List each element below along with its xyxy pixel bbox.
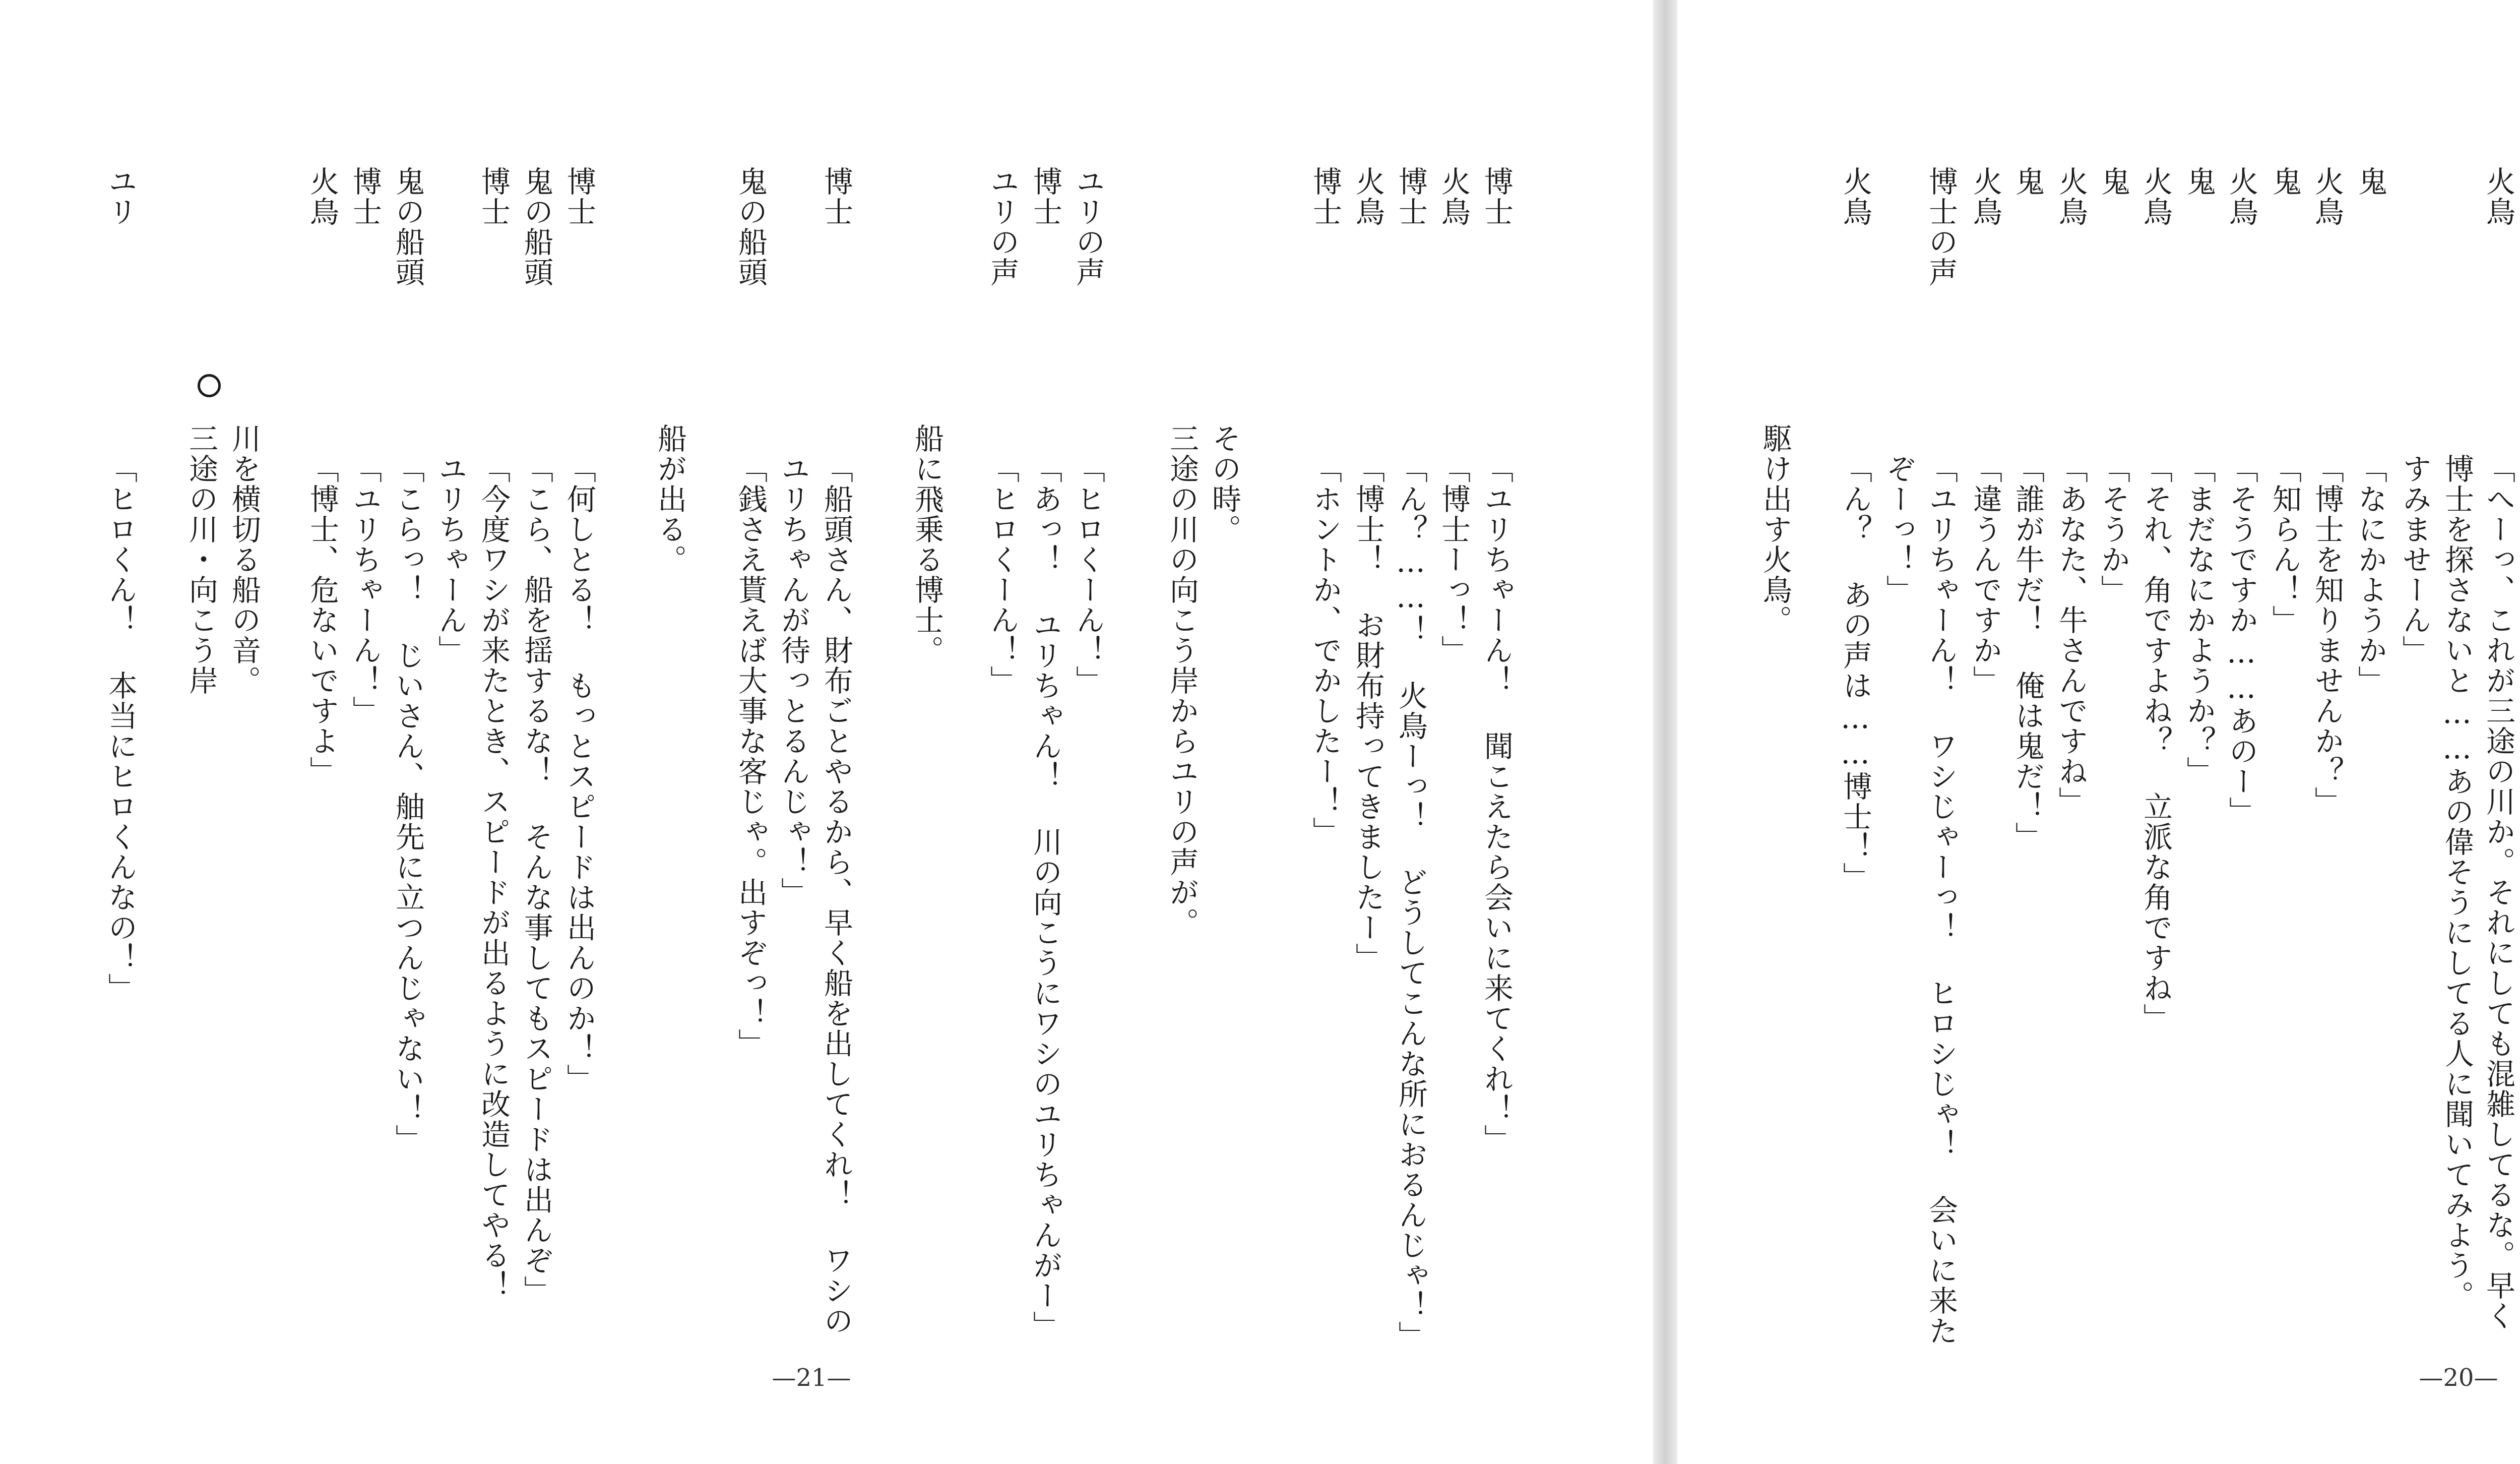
dialogue-line: 「ん？……！ 火鳥ーっ！ どうしてこんな所におるんじゃ！」 — [1394, 454, 1428, 1351]
page-number-20: —20— — [2419, 1364, 2498, 1392]
speaker-name: 博士の声 — [1924, 166, 1958, 287]
dialogue-line: 「ユリちゃーん！ 聞こえたら会いに来てくれ！」 — [1479, 454, 1514, 1154]
dialogue-line: 「なにかようか」 — [2353, 454, 2387, 696]
dialogue-line: 「それ、角ですよね？ 立派な角ですね」 — [2138, 454, 2173, 1033]
speaker-name: 火鳥 — [2224, 166, 2258, 227]
dialogue-line: 「そうか」 — [2096, 454, 2130, 605]
dialogue-line: 「博士！ お財布持ってきましたー」 — [1351, 454, 1385, 973]
book-gutter — [1653, 0, 1677, 1464]
dialogue-line: 「銭さえ貰えば大事な客じゃ。出すぞっ！」 — [733, 454, 768, 1059]
dialogue-line: 「船頭さん、財布ごとやるから、早く船を出してくれ！ ワシの — [819, 454, 853, 1336]
stage-direction: 博士を探さないと……あの偉そうにしてる人に聞いてみよう。 — [2440, 454, 2474, 1311]
dialogue-line: 「ヒロくーん！」 — [985, 454, 1020, 696]
speaker-name: 鬼の船頭 — [519, 166, 553, 287]
speaker-name: 鬼の船頭 — [733, 166, 768, 287]
speaker-name: 博士 — [819, 166, 853, 227]
speaker-name: 博士 — [1308, 166, 1342, 227]
stage-direction: すみませーん」 — [2398, 454, 2432, 665]
stage-direction: 三途の川・向こう岸 — [184, 423, 218, 696]
dialogue-line: 「そうですか……あのー」 — [2224, 454, 2258, 827]
page-20 — [1677, 0, 2520, 1464]
stage-direction: 駆け出す火鳥。 — [1758, 423, 1792, 635]
speaker-name: 鬼 — [2182, 166, 2216, 197]
speaker-name: 火鳥 — [2310, 166, 2344, 227]
dialogue-line: 「あっ！ ユリちゃん！ 川の向こうにワシのユリちゃんがー」 — [1028, 454, 1062, 1341]
speaker-name: 博士 — [1479, 166, 1514, 227]
speaker-name: 博士 — [1394, 166, 1428, 227]
stage-direction: 川を横切る船の音。 — [227, 423, 261, 696]
stage-direction: ユリちゃーん」 — [433, 454, 468, 665]
speaker-name: 火鳥 — [2138, 166, 2173, 227]
dialogue-line: 「ユリちゃーん！ ワシじゃーっ！ ヒロシじゃ！ 会いに来た — [1924, 454, 1958, 1346]
dialogue-line: 「博士を知りませんか？」 — [2310, 454, 2344, 817]
dialogue-line: 「ユリちゃーん！」 — [348, 454, 382, 726]
speaker-name: ユリの声 — [1071, 166, 1105, 287]
stage-direction: ユリちゃんが待っとるんじゃ！」 — [776, 454, 810, 907]
dialogue-line: 「ん？ あの声は……博士！」 — [1838, 454, 1872, 892]
dialogue-line: 「ヒロくん！ 本当にヒロくんなの！」 — [103, 454, 138, 1003]
stage-direction: 船が出る。 — [653, 423, 687, 575]
dialogue-line: 「へーっ、これが三途の川か。それにしても混雑してるな。早く — [2481, 454, 2515, 1331]
dialogue-line: 「何しとる！ もっとスピードは出んのか！」 — [562, 454, 596, 1094]
speaker-name: 火鳥 — [305, 166, 339, 227]
page-number-21: —21— — [772, 1364, 851, 1392]
dialogue-line: 「違うんですか」 — [1968, 454, 2002, 696]
dialogue-line: 「知らん！」 — [2267, 454, 2302, 635]
speaker-name: 博士 — [1028, 166, 1062, 227]
speaker-name: 鬼の船頭 — [391, 166, 425, 287]
speaker-name: 鬼 — [2096, 166, 2130, 197]
stage-direction: 船に飛乗る博士。 — [910, 423, 944, 665]
scene-marker — [198, 374, 221, 397]
stage-direction: ぞーっ！」 — [1881, 454, 1916, 605]
speaker-name: 鬼 — [2010, 166, 2045, 197]
speaker-name: 博士 — [348, 166, 382, 227]
dialogue-line: 「誰が牛だ！ 俺は鬼だ！」 — [2010, 454, 2045, 852]
stage-direction: その時。 — [1207, 423, 1241, 544]
dialogue-line: 「博士、危ないですよ」 — [305, 454, 339, 786]
dialogue-line: 「こら、船を揺するな！ そんな事してもスピードは出んぞ」 — [519, 454, 553, 1306]
stage-direction: 三途の川の向こう岸からユリの声が。 — [1165, 423, 1199, 938]
dialogue-line: 「ヒロくーん！」 — [1071, 454, 1105, 696]
dialogue-line: 「まだなにかようか？」 — [2182, 454, 2216, 786]
speaker-name: 鬼 — [2267, 166, 2302, 197]
dialogue-line: 「ホントか、でかしたー！」 — [1308, 454, 1342, 847]
dialogue-line: 「博士ーっ！」 — [1436, 454, 1471, 665]
speaker-name: 火鳥 — [1351, 166, 1385, 227]
speaker-name: 火鳥 — [1436, 166, 1471, 227]
speaker-name: 火鳥 — [1968, 166, 2002, 227]
dialogue-line: 「あなた、牛さんですね」 — [2054, 454, 2088, 817]
speaker-name: ユリ — [103, 166, 138, 227]
speaker-name: 火鳥 — [2481, 166, 2515, 227]
speaker-name: 博士 — [476, 166, 511, 227]
speaker-name: 鬼 — [2353, 166, 2387, 197]
dialogue-line: 「今度ワシが来たとき、スピードが出るように改造してやる！ — [476, 454, 511, 1301]
speaker-name: 火鳥 — [2054, 166, 2088, 227]
speaker-name: 火鳥 — [1838, 166, 1872, 227]
speaker-name: 博士 — [562, 166, 596, 227]
dialogue-line: 「こらっ！ じいさん、舳先に立つんじゃない！」 — [391, 454, 425, 1154]
speaker-name: ユリの声 — [985, 166, 1020, 287]
